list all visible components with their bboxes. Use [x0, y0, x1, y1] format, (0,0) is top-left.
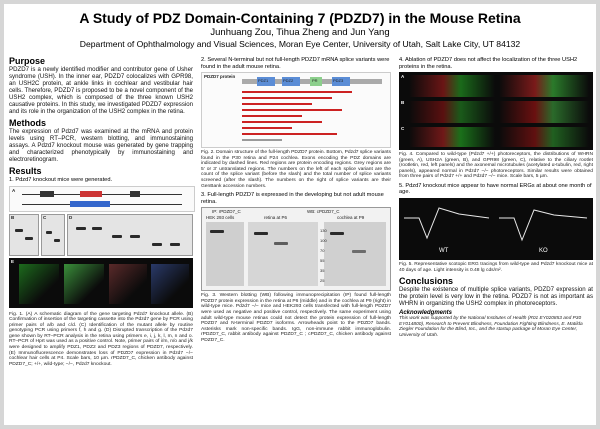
purpose-heading: Purpose: [9, 56, 46, 66]
fig5-caption: Fig. 5. Representative scotopic ERG tracings from wild-type and Pdzd7 knockout mice at 40 days of age. Light intensity is 0.48 lg cds/m².: [399, 261, 593, 273]
purpose-text: PDZD7 is a newly identified modifier and contributor gene of Usher syndrome (USH). In the inner ear, PDZD7 colocalizes with GPR98, an USH2C protein, at ankle links in cochlear and vestibular hair cells. Therefore, PDZD7 is proposed to be a novel component of the USH2 complex, which is composed of the three known USH2 causative proteins. In this study, we investigated PDZD7 expression and its role in the organization of the USH2 complex in the retina.: [9, 66, 193, 115]
authors: Junhuang Zou, Tihua Zheng and Jun Yang: [210, 27, 390, 38]
column-right: [399, 56, 593, 424]
fig1-caption: Fig. 1. (A) A schematic diagram of the gene targeting Pdzd7 knockout allele. (B) Confirmation of insertion of the targeting cassette into the Pdzd7 gene by PCR using primer pairs of a/b and c/d. (C) Identification of the mutant allele by routine genotyping PCR using primers f, h and g. (D) Disrupted transcription of the Pdzd7 gene shown by RT–PCR analysis in the retina using primers e, i, j, k, l, m, n and o. RT–PCR of Hprt was used as a positive control. Note, primer pairs of i/m, n/o and j/k were designed to amplify PDZ1, PDZ2 and PDZ3 regions of PDZD7, respectively. (E) Immunofluorescence demonstrates loss of PDZD7 expression in Pdzd7 −/− cochlear hair cells at P4. Scale bars, 10 µm. rPDZD7_C, chicken antibody against PDZD7_C; +/+, wild-type; −/−, Pdzd7 knockout.: [9, 311, 193, 367]
figure-4: A B C: [399, 72, 593, 150]
result-5-heading: 5. Pdzd7 knockout mice appear to have normal ERGs at about one month of age.: [399, 182, 592, 196]
fig4-caption: Fig. 4. Compared to wild-type (Pdzd7 +/+) photoreceptors, the distributions of WHRN (green, A), USH2A (green, B), and GPR98 (green, C), relative to the ciliary rootlet (rootletin, red, left panels) and the axonemal microtubules (acetylated α-tubulin, red, right panels), appeared normal in Pdzd7 −/− photoreceptors. Similar results were obtained from three pairs of Pdzd7 +/+ and Pdzd7 −/− mice. Scale bars, 5 µm.: [399, 152, 593, 180]
column-middle: [201, 56, 391, 424]
poster-title: A Study of PDZ Domain-Containing 7 (PDZD7) in the Mouse Retina: [79, 10, 521, 26]
fig1-panel-a: A: [9, 186, 195, 212]
column-left: [9, 56, 193, 424]
figure-3: IP: rPDZD7_C WB: cPDZD7_C HEK 293 cells retina at P6 cochlea at P9 130 100 70 55 35 25: [201, 207, 391, 291]
result-4-heading: 4. Ablation of PDZD7 does not affect the localization of the three USH2 proteins in the retina.: [399, 57, 578, 70]
figure-5: WT KO: [399, 198, 593, 260]
results-heading: Results: [9, 166, 42, 176]
methods-heading: Methods: [9, 118, 46, 128]
fig1-panel-c: C: [41, 214, 65, 256]
fig2-caption: Fig. 2. Domain structure of the full-length PDZD7 protein. Bottom, Pdzd7 splice variants found in the P30 retina and P24 cochlea. Exons encoding the PDZ domains are indicated by dashed lines. Red regions are protein encoding regions. Grey regions are 5' or 3' untranslated regions. The numbers on the left of each splice variant are the count of the splice variant (before the slash) and the total number of splice variants screened (after the slash). The numbers on the right of splice variants are their GenBank accession numbers.: [201, 150, 391, 189]
conclusions-text: Despite the existence of multiple splice variants, PDZD7 expression at the protein level is very low in the retina. PDZD7 is not as important as WHRN in organizing the USH2 complex in photoreceptors.: [399, 286, 593, 308]
fig3-caption: Fig. 3. Western blotting (WB) following immunoprecipitation (IP) found full-length PDZD7 protein expression in the retina at P6 (middle) and in the cochlea at P9 (right) in wild-type mice. Pdzd7 −/− mice and HEK293 cells transfected with full-length PDZD7 were used as negative and positive control, respectively. The same experiment using adult wild-type mouse retinas could not detect the protein expression of full-length PDZD7 and N-terminal PDZD7 isoforms. Arrowheads point to the PDZD7 bands. Asterisks mark non-specific bands. IgG, non-immune rabbit immunoglobulin. rPDZD7_C, rabbit antibody against PDZD7_C ; cPDZD7_C, chicken antibody against PDZD7_C.: [201, 293, 391, 343]
fig1-panel-d: D: [67, 214, 193, 256]
acknowledgments-heading: Acknowledgments: [399, 310, 453, 317]
methods-text: The expression of Pdzd7 was examined at the mRNA and protein levels using RT–PCR, western blotting, and immunostaining assays. A Pdzd7 knockout mouse was generated by gene trapping and characterized phenotypically by immunostaining and electroretinogram.: [9, 128, 193, 163]
result-3-heading: 3. Full-length PDZD7 is expressed in the developing but not adult mouse retina.: [201, 192, 384, 205]
erg-traces: [399, 198, 593, 260]
affiliation: Department of Ophthalmology and Visual Sciences, Moran Eye Center, University of Utah, Salt Lake City, UT 84132: [79, 39, 521, 49]
result-2-heading: 2. Several N-terminal but not full-length PDZD7 mRNA splice variants were found in the adult mouse retina.: [201, 57, 390, 70]
acknowledgments-text: This work was supported by the National Institutes of Health (R01 EY020853 and P30 EY014800), Research to Prevent Blindness, Foundation Fighting Blindness, E. Matilda Ziegler Foundation for the Blind, Inc., and the startup package of Moran Eye Center, University of Utah.: [399, 316, 583, 338]
fig1-panel-e: E: [9, 258, 193, 308]
figure-2: PDZD7 protein PDZ1 PDZ2 PR PDZ3: [201, 72, 391, 148]
conclusions-heading: Conclusions: [399, 276, 454, 287]
result-1-heading: 1. Pdzd7 knockout mice were generated.: [9, 177, 113, 183]
poster: [4, 4, 596, 425]
figure-1: [9, 186, 193, 367]
fig1-panel-b: B: [9, 214, 39, 256]
